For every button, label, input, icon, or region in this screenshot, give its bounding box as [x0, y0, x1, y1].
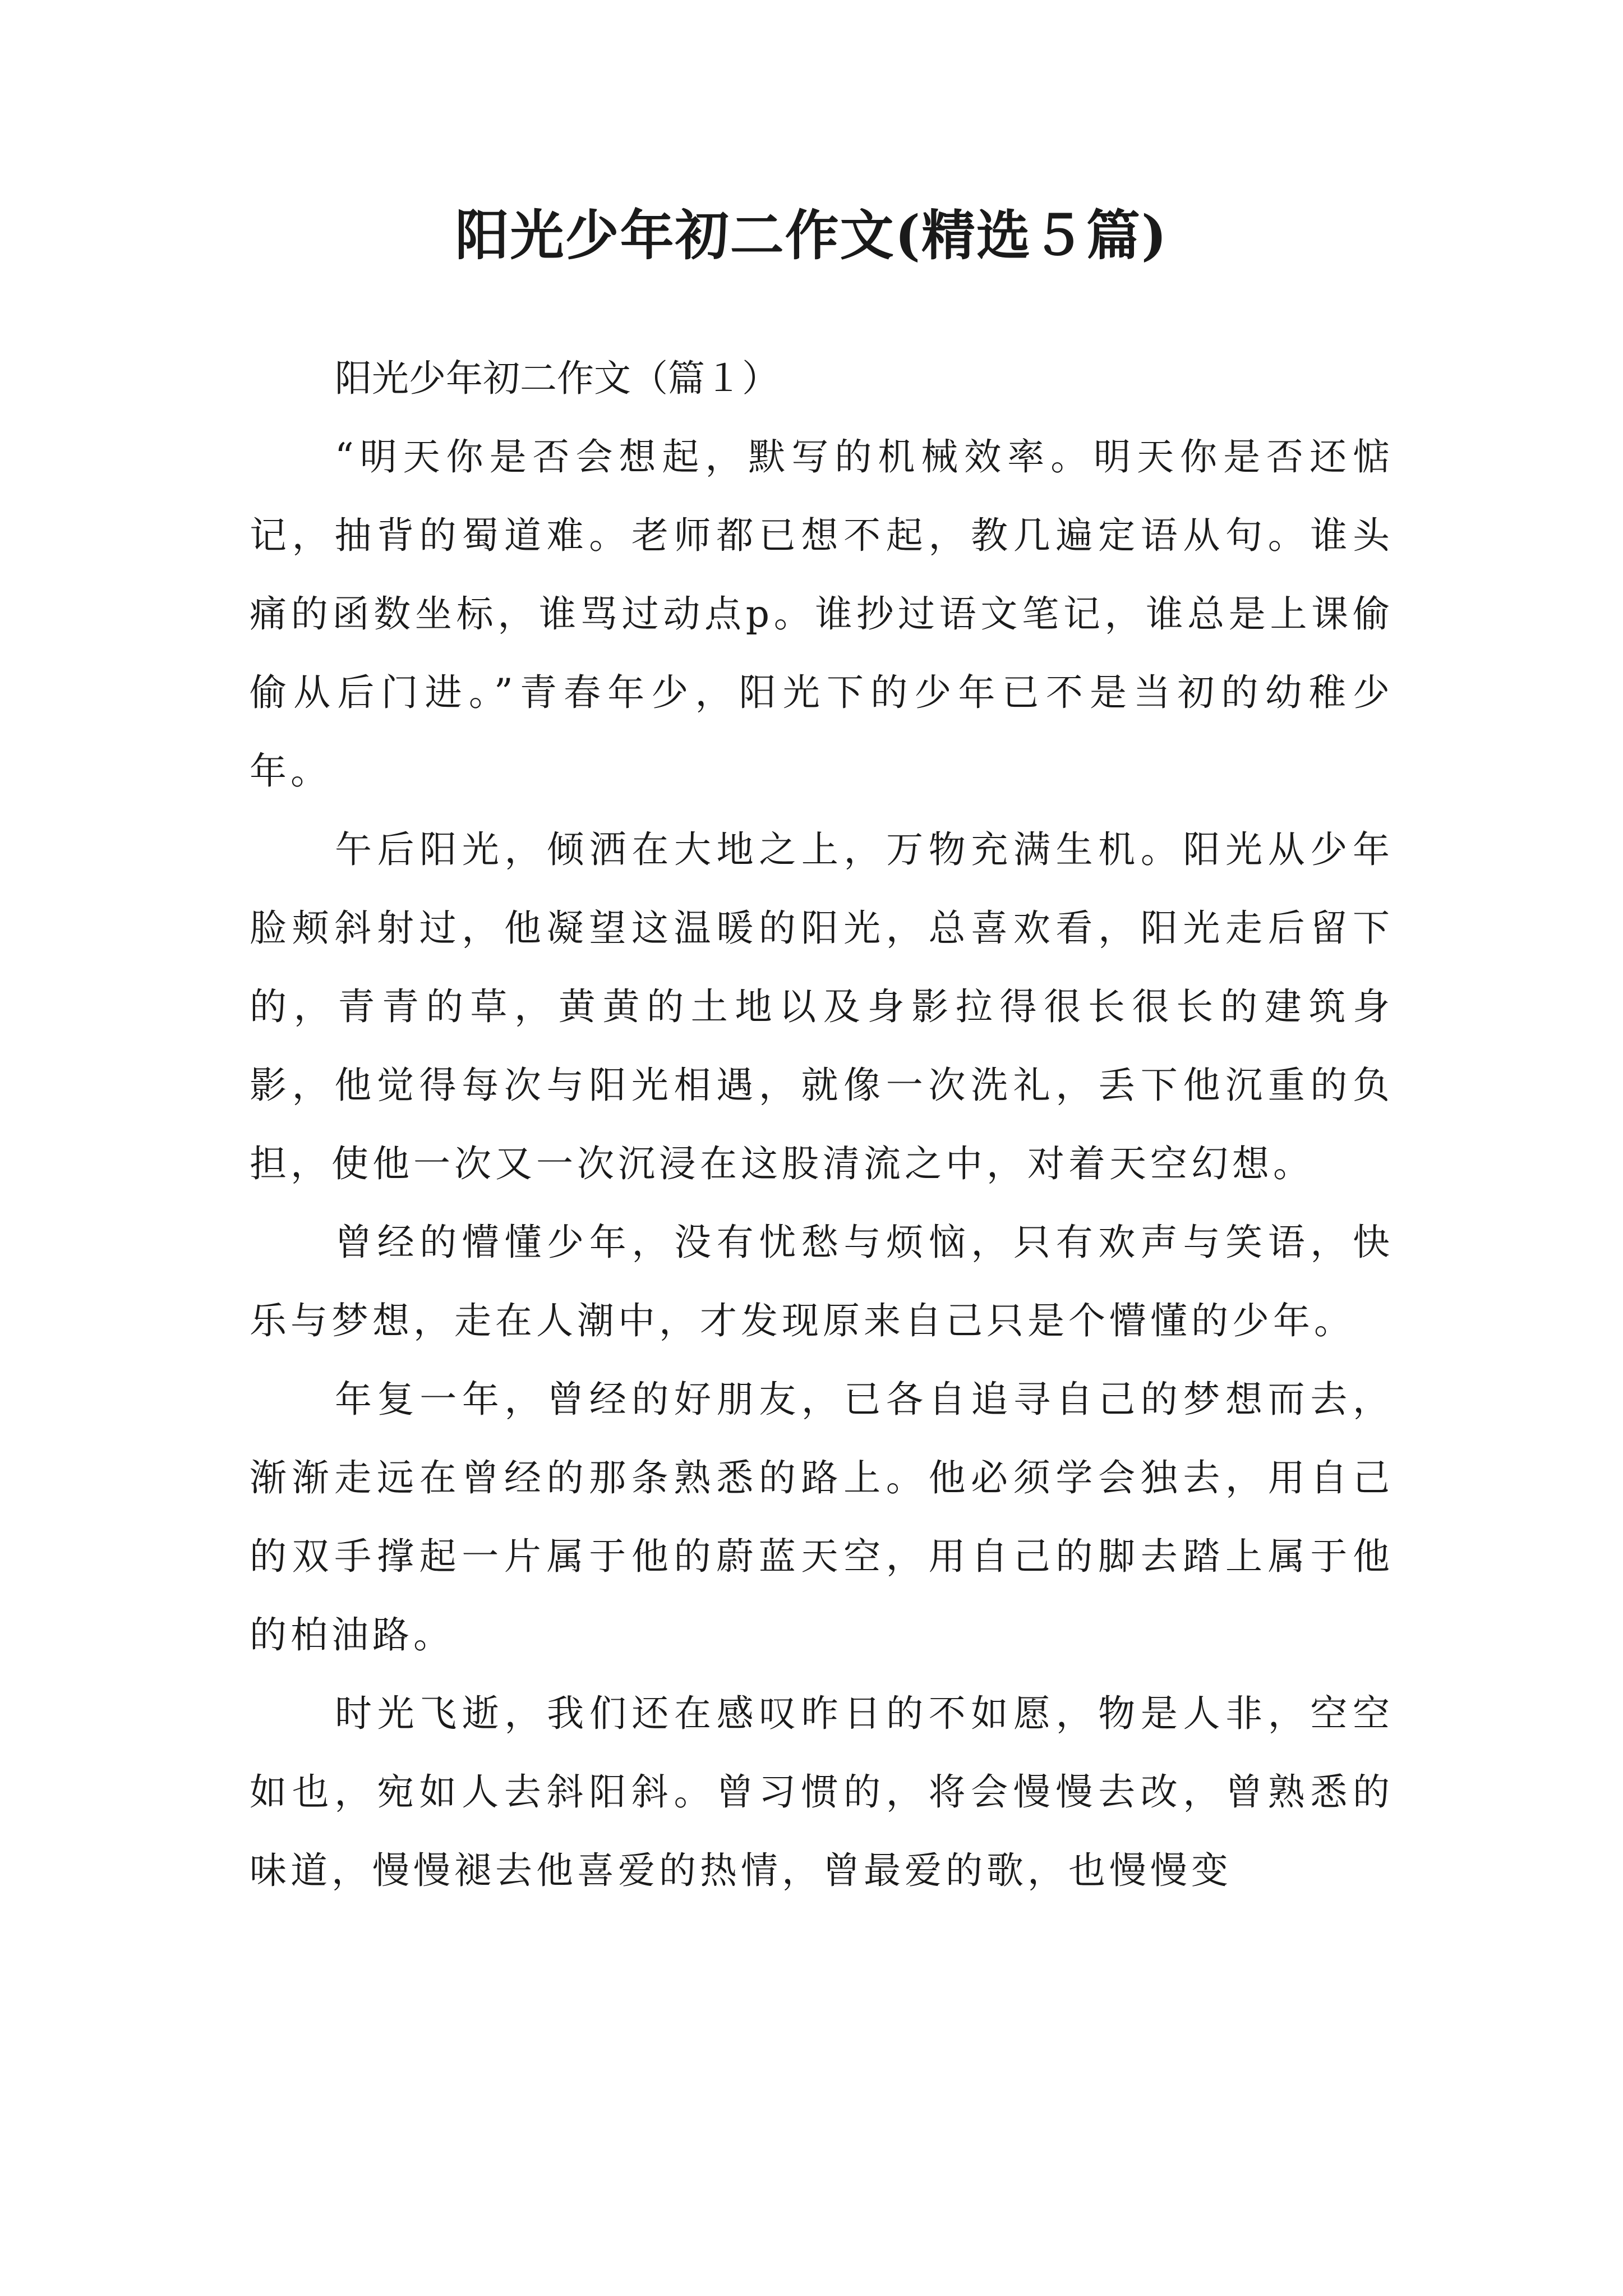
paragraph: 午后阳光，倾洒在大地之上，万物充满生机。阳光从少年脸颊斜射过，他凝望这温暖的阳光，总喜欢看，阳光走后留下的，青青的草，黄黄的土地以及身影拉得很长很长的建筑身影，他觉得每次与阳光相遇，就像一次洗礼，丢下他沉重的负担，使他一次又一次沉浸在这股清流之中，对着天空幻想。	[250, 828, 1394, 1185]
paragraph: “明天你是否会想起，默写的机械效率。明天你是否还惦记，抽背的蜀道难。老师都已想不起，教几遍定语从句。谁头痛的函数坐标，谁骂过动点p。谁抄过语文笔记，谁总是上课偷偷从后门进。”青春年少，阳光下的少年已不是当初的幼稚少年。	[250, 435, 1394, 793]
paragraph: 时光飞逝，我们还在感叹昨日的不如愿，物是人非，空空如也，宛如人去斜阳斜。曾习惯的，将会慢慢去改，曾熟悉的味道，慢慢褪去他喜爱的热情，曾最爱的歌，也慢慢变	[250, 1692, 1394, 1892]
paragraph: 年复一年，曾经的好朋友，已各自追寻自己的梦想而去，渐渐走远在曾经的那条熟悉的路上。他必须学会独去，用自己的双手撑起一片属于他的蔚蓝天空，用自己的脚去踏上属于他的柏油路。	[250, 1378, 1394, 1657]
paragraph: 曾经的懵懂少年，没有忧愁与烦恼，只有欢声与笑语，快乐与梦想，走在人潮中，才发现原来自己只是个懵懂的少年。	[250, 1221, 1394, 1342]
document-body	[250, 339, 1394, 1910]
document-title: 阳光少年初二作文(精选５篇)	[455, 204, 1168, 267]
section-heading: 阳光少年初二作文（篇１）	[335, 357, 779, 400]
